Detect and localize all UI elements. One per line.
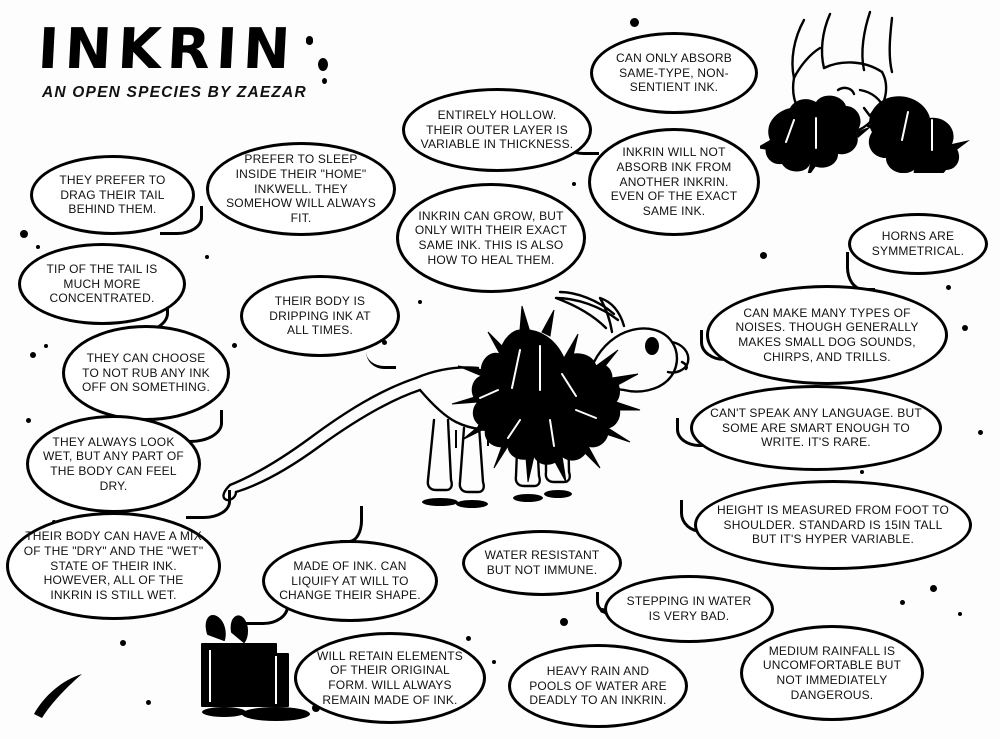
bubble-text: TIP OF THE TAIL IS MUCH MORE CONCENTRATED.: [46, 262, 158, 306]
ink-splatter-dot: [962, 325, 968, 331]
bubble-choose-not-rub: [62, 325, 230, 421]
bubble-text: THEY PREFER TO DRAG THEIR TAIL BEHIND THEM.: [59, 173, 166, 217]
ink-splatter-dot: [36, 245, 40, 249]
ink-splatter-dot: [418, 300, 422, 304]
ink-splatter-dot: [760, 252, 767, 259]
bubble-text: MADE OF INK. CAN LIQUIFY AT WILL TO CHANGE THEIR SHAPE.: [279, 559, 421, 603]
bubble-text: HORNS ARE SYMMETRICAL.: [871, 229, 965, 258]
ink-splatter-dot: [232, 343, 237, 348]
ink-splatter-dot: [20, 230, 28, 238]
bubble-body-dripping: [240, 275, 400, 357]
bubble-horns-symmetrical: [848, 213, 988, 275]
bubble-text: THEY CAN CHOOSE TO NOT RUB ANY INK OFF ON SOMETHING.: [81, 351, 211, 395]
ink-splatter-dot: [466, 636, 471, 641]
bubble-text: WATER RESISTANT BUT NOT IMMUNE.: [484, 548, 600, 577]
inkrin-head-illustration: [760, 8, 990, 173]
ink-swoosh-illustration: [30, 670, 100, 720]
bubble-not-absorb-other-inkrin: [588, 128, 760, 236]
bubble-text: CAN MAKE MANY TYPES OF NOISES. THOUGH GENERALLY MAKES SMALL DOG SOUNDS, CHIRPS, AND TRILLS.: [735, 305, 919, 364]
bubble-text: THEIR BODY CAN HAVE A MIX OF THE "DRY" AND THE "WET" STATE OF THEIR INK. HOWEVER, ALL OF THE INKRIN IS STILL WET.: [23, 529, 204, 602]
bubble-text: MEDIUM RAINFALL IS UNCOMFORTABLE BUT NOT IMMEDIATELY DANGEROUS.: [762, 643, 902, 702]
ink-splatter-dot: [930, 585, 937, 592]
bubble-text: STEPPING IN WATER IS VERY BAD.: [626, 594, 752, 623]
ink-splatter-dot: [946, 285, 951, 290]
ink-splatter-dot: [492, 660, 496, 664]
bubble-absorb-same-type: [590, 32, 758, 114]
bubble-cant-speak: [690, 385, 942, 471]
ink-splatter-dot: [900, 600, 905, 605]
ink-splatter-dot: [560, 618, 568, 626]
bubble-inkrin-can-grow: [396, 183, 586, 293]
bubble-text: INKRIN WILL NOT ABSORB INK FROM ANOTHER INKRIN. EVEN OF THE EXACT SAME INK.: [610, 145, 738, 218]
bubble-text: WILL RETAIN ELEMENTS OF THEIR ORIGINAL FORM. WILL ALWAYS REMAIN MADE OF INK.: [316, 648, 464, 707]
ink-splatter-dot: [860, 470, 864, 474]
bubble-prefer-drag-tail: [30, 155, 195, 235]
page-title: INKRIN: [36, 17, 298, 82]
bubble-text: THEIR BODY IS DRIPPING INK AT ALL TIMES.: [269, 294, 371, 338]
bubble-text: INKRIN CAN GROW, BUT ONLY WITH THEIR EXACT SAME INK. THIS IS ALSO HOW TO HEAL THEM.: [414, 208, 568, 267]
ink-splatter-dot: [205, 255, 209, 259]
page-subtitle: AN OPEN SPECIES BY ZAEZAR: [42, 84, 307, 101]
bubble-mix-dry-wet: [6, 512, 221, 620]
bubble-text: HEAVY RAIN AND POOLS OF WATER ARE DEADLY TO AN INKRIN.: [529, 664, 667, 708]
bubble-text: PREFER TO SLEEP INSIDE THEIR "HOME" INKWELL. THEY SOMEHOW WILL ALWAYS FIT.: [226, 152, 376, 225]
ink-splatter-dot: [120, 640, 126, 646]
bubble-text: ENTIRELY HOLLOW. THEIR OUTER LAYER IS VARIABLE IN THICKNESS.: [420, 108, 574, 152]
bubble-text: CAN'T SPEAK ANY LANGUAGE. BUT SOME ARE SMART ENOUGH TO WRITE. IT'S RARE.: [710, 406, 922, 450]
bubble-height-measured: [694, 480, 972, 570]
ink-splatter-dot: [26, 418, 31, 423]
ink-splatter-dot: [958, 612, 962, 616]
bubble-always-look-wet: [26, 415, 201, 513]
bubble-text: HEIGHT IS MEASURED FROM FOOT TO SHOULDER. STANDARD IS 15IN TALL BUT IT'S HYPER VARIABLE.: [716, 503, 949, 547]
bubble-heavy-rain: [508, 644, 688, 728]
bubble-retain-elements: [294, 632, 486, 724]
ink-splatter-dot: [306, 36, 313, 45]
bubble-tip-of-tail: [18, 243, 186, 325]
ink-splatter-dot: [322, 78, 327, 84]
ink-splatter-dot: [146, 700, 151, 705]
bubble-text: CAN ONLY ABSORB SAME-TYPE, NON-SENTIENT INK.: [616, 51, 732, 95]
bubble-many-noises: [706, 285, 948, 385]
bubble-sleep-inside-inkwell: [206, 142, 396, 236]
ink-splatter-dot: [978, 430, 983, 435]
ink-splatter-dot: [318, 58, 328, 71]
ink-splatter-dot: [30, 352, 36, 358]
bubble-entirely-hollow: [402, 88, 592, 172]
bubble-water-resistant: [462, 530, 622, 596]
bubble-text: THEY ALWAYS LOOK WET, BUT ANY PART OF THE BODY CAN FEEL DRY.: [43, 434, 184, 493]
bubble-stepping-in-water: [604, 575, 774, 643]
ink-splatter-dot: [630, 18, 639, 27]
ink-splatter-dot: [572, 182, 576, 186]
ink-splatter-dot: [44, 344, 48, 348]
bubble-medium-rainfall: [740, 625, 924, 721]
bubble-made-of-ink: [262, 540, 438, 622]
